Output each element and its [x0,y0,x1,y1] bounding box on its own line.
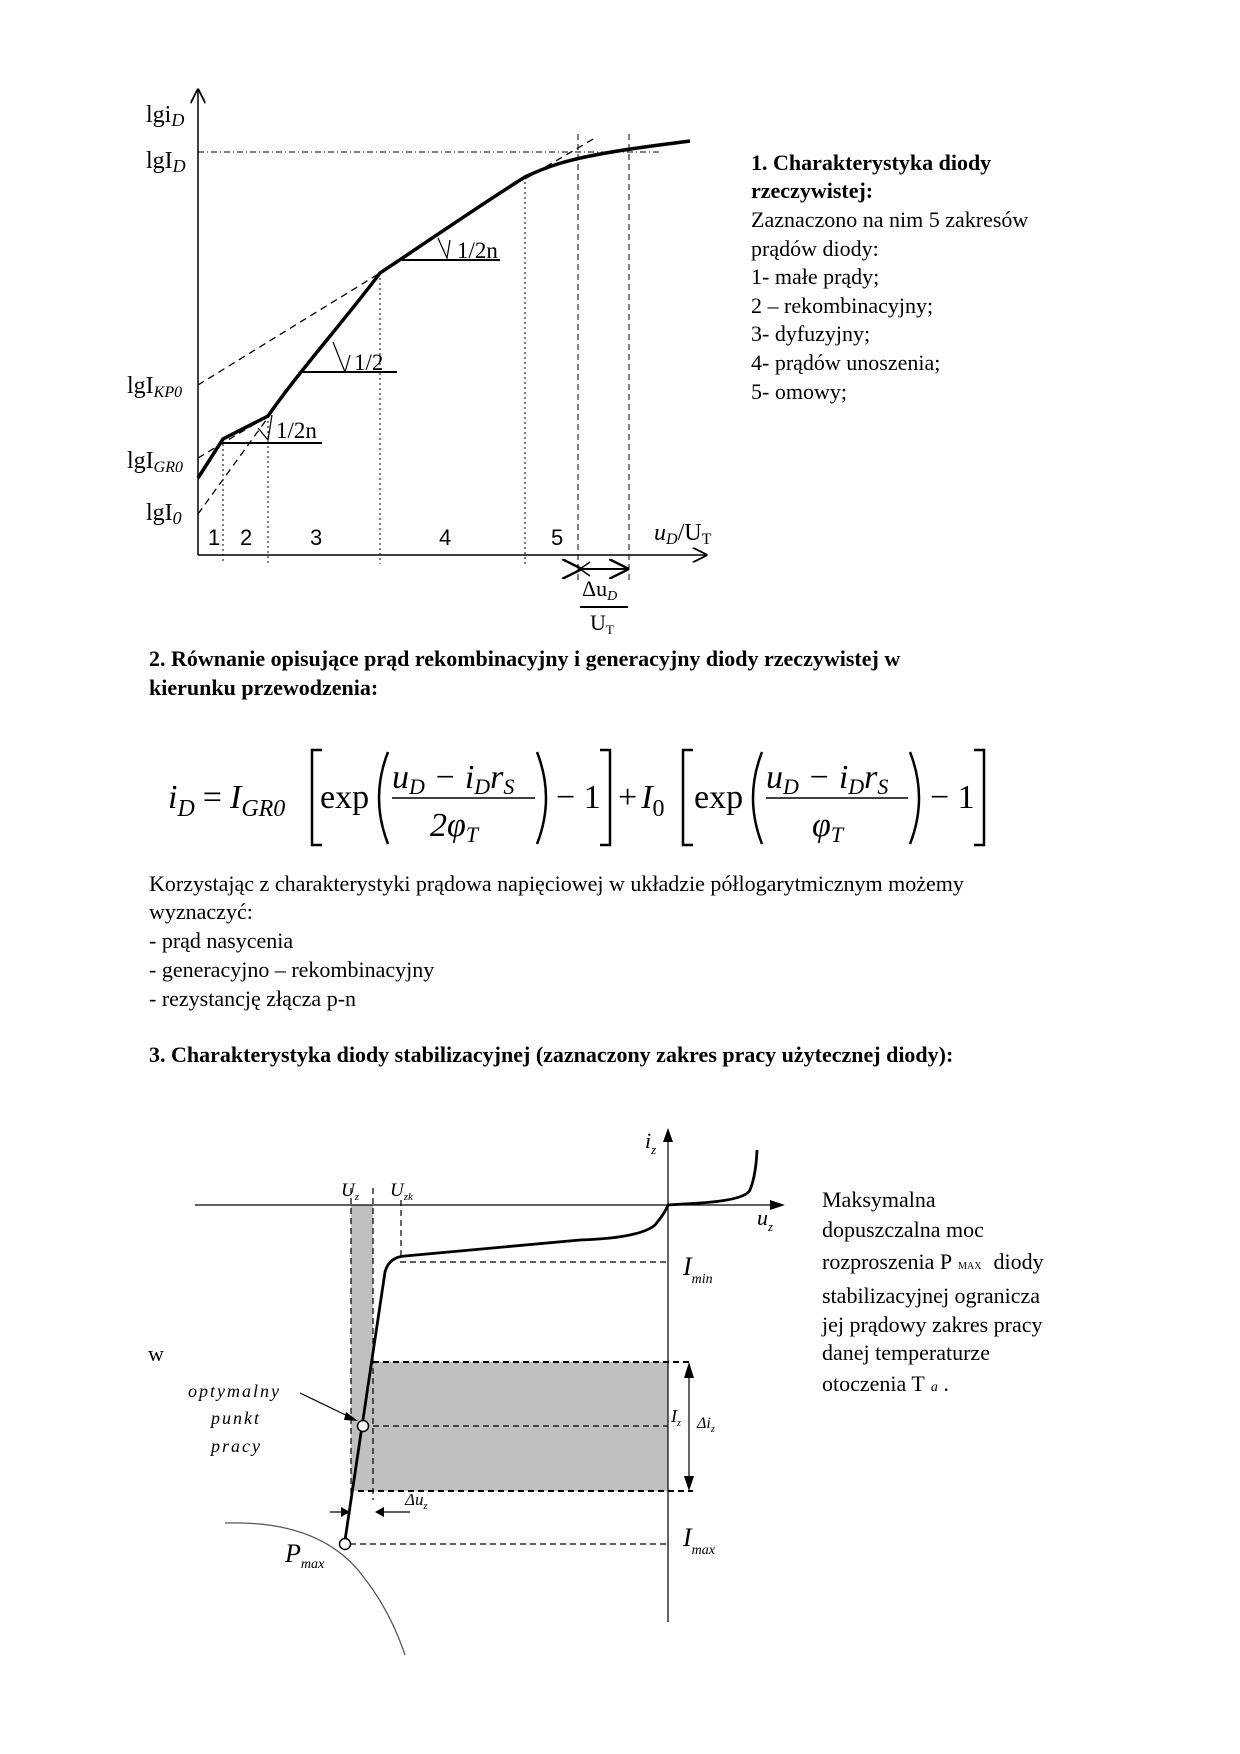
svg-text:uD − iDrS: uD − iDrS [392,759,515,799]
svg-text:− 1: − 1 [930,779,975,816]
paragraph-line: wyznaczyć: [149,899,253,924]
delta-ud-numerator: ΔuD [582,576,618,604]
section3-line: jej prądowy zakres pracy [822,1312,1043,1337]
pmax-point-marker [340,1539,351,1550]
section1-line: 4- prądów unoszenia; [751,350,941,375]
pmax-hyperbola [225,1523,405,1655]
section3-line: danej temperaturze [822,1340,990,1365]
ta-dot: . [937,1371,949,1396]
imin-label: $I_{min}$ [683,1252,713,1287]
svg-text:+I0: + $I_0$ [618,779,665,822]
section2-title-cont: kierunku przewodzenia: [149,675,379,700]
uzk-label: $U_{zk}$ [390,1180,413,1203]
svg-text:2φT: 2φT [430,807,479,847]
igr0-label: lgIGR0 [127,448,183,476]
section1-title: 1. Charakterystyka diody [751,150,992,175]
optimal-point-label: optymalny [188,1381,281,1401]
section3-line [822,1248,1044,1281]
x-axis-label: uD/UT [654,520,712,548]
region-2: 2 [240,525,253,550]
stray-letter: w [148,1341,164,1366]
section3-line: Maksymalna [822,1187,936,1212]
svg-text:uD − iDrS: uD − iDrS [766,759,889,799]
optimal-point-label: pracy [211,1436,262,1456]
paragraph-line: Korzystając z charakterystyki prądowa napięciowej w układzie półlogarytmicznym możemy [149,871,964,896]
region-3: 3 [310,525,323,550]
optimal-point-marker [358,1421,369,1432]
section1-line: 3- dyfuzyjny; [751,321,871,346]
pmax-label: $P_{max}$ [285,1539,325,1572]
optimal-point-label: punkt [211,1408,261,1428]
y-axis-label: lgiD [146,102,185,130]
svg-text:exp: exp [320,779,370,816]
section1-line: prądów diody: [751,236,879,261]
svg-text:iD=IGR0: $i_D = I_{GR0}$ [168,779,286,822]
pmax-sub: MAX [958,1261,982,1272]
svg-text:− 1: − 1 [556,779,601,816]
ikp0-label: lgIKP0 [127,373,183,401]
section2-title: 2. Równanie opisujące prąd rekombinacyjny i generacyjny diody rzeczywistej w [149,646,901,671]
section1-line: Zaznaczono na nim 5 zakresów [751,207,1029,232]
ta-sub: a [930,1380,938,1395]
section3-line [822,1370,949,1402]
section1-line: 1- małe prądy; [751,264,880,289]
uz-axis-label: $u_z$ [757,1205,774,1234]
slope-label-region3: 1/2 [354,350,384,375]
delta-iz-label: $\Delta i_z$ [697,1415,715,1435]
svg-text:φT: φT [812,807,844,847]
slope-label-region2: 1/2n [276,418,317,443]
region-4: 4 [439,525,452,550]
delta-ud-denominator: UT [590,610,614,637]
paragraph-line: - prąd nasycenia [149,928,294,953]
section1-line: 2 – rekombinacyjny; [751,293,934,318]
pmax-text: rozproszenia P [822,1249,953,1274]
section1-line: 5- omowy; [751,379,847,404]
iz-label: $I_z$ [671,1406,681,1429]
region-5: 5 [551,525,564,550]
paragraph-line: - rezystancję złącza p-n [149,986,357,1011]
i0-label: lgI0 [146,500,182,528]
ta-text: otoczenia T [822,1371,925,1396]
section3-line: dopuszczalna moc [822,1217,984,1242]
diody-text: diody [993,1249,1044,1274]
region-1: 1 [208,525,221,550]
slope-label-region4: 1/2n [457,238,498,263]
iz-axis-label: $i_z$ [645,1128,657,1157]
delta-uz-label: $\Delta u_z$ [405,1490,428,1512]
section1-title-cont: rzeczywistej: [751,178,874,203]
paragraph-line: - generacyjno – rekombinacyjny [149,957,435,982]
svg-text:exp: exp [694,779,744,816]
id-label: lgID [146,148,186,176]
section3-title: 3. Charakterystyka diody stabilizacyjnej (zaznaczony zakres pracy użytecznej diody): [149,1042,954,1067]
imax-label: $I_{max}$ [683,1523,715,1558]
uz-label: $U_z$ [341,1180,360,1203]
section3-line: stabilizacyjnej ogranicza [822,1283,1041,1308]
